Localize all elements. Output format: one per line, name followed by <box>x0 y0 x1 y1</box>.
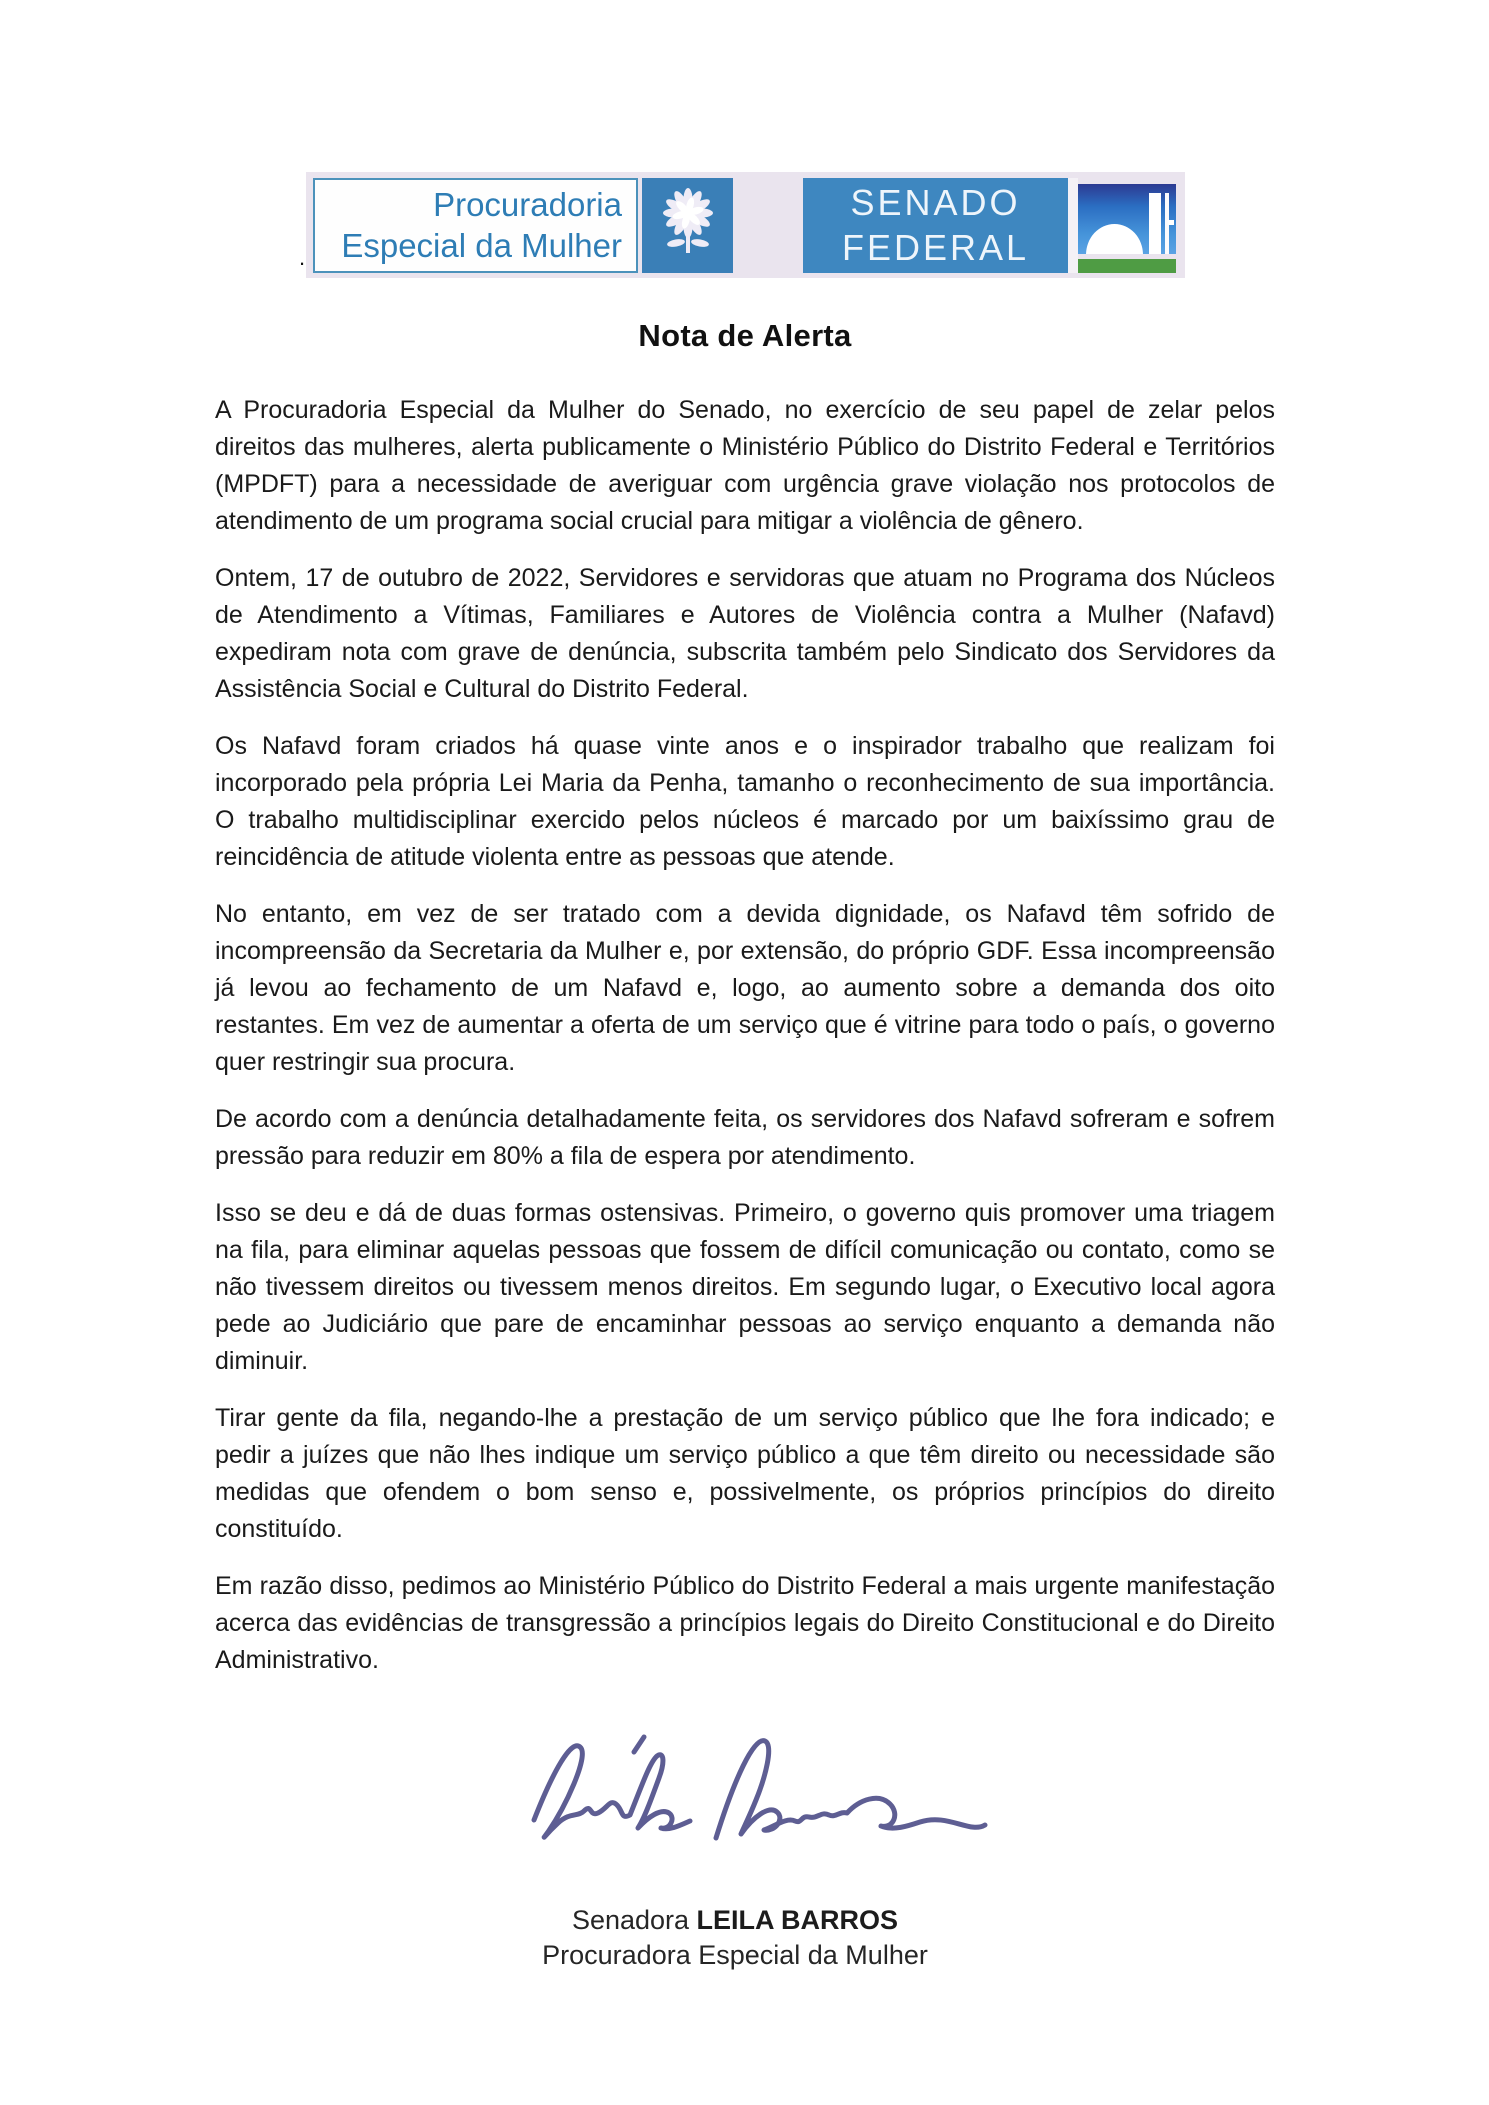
document-body <box>215 318 1275 1699</box>
senado-logo-line1: SENADO <box>850 182 1021 223</box>
body-paragraph: De acordo com a denúncia detalhadamente feita, os servidores dos Nafavd sofreram e sofrem pressão para reduzir em 80% a fila de espera por atendimento. <box>215 1105 1275 1170</box>
logo-strip-spacer <box>733 178 803 273</box>
congress-sky-graphic <box>1078 184 1176 254</box>
signer-name-line <box>205 1903 1265 1938</box>
signer-title: Senadora <box>571 1905 697 1935</box>
flower-logo-box <box>642 178 733 273</box>
senado-logo-line2: FEDERAL <box>841 227 1030 268</box>
procuradoria-logo-box <box>313 178 638 273</box>
body-paragraph: Isso se deu e dá de duas formas ostensivas. Primeiro, o governo quis promover uma triagem na fila, para eliminar aquelas pessoas que fossem de difícil comunicação ou contato, como se não tivessem direitos ou tivessem menos direitos. Em segundo lugar, o Executivo local agora pede ao Judiciário que pare de encaminhar pessoas ao serviço enquanto a demanda não diminuir. <box>215 1199 1275 1375</box>
procuradoria-logo-line1: Procuradoria <box>433 186 622 223</box>
handwritten-signature-image <box>518 1722 988 1880</box>
body-paragraph: Ontem, 17 de outubro de 2022, Servidores e servidoras que atuam no Programa dos Núcleos de Atendimento a Vítimas, Familiares e Autores de Violência contra a Mulher (Nafavd) expediram nota com grave de denúncia, subscrita também pelo Sindicato dos Servidores da Assistência Social e Cultural do Distrito Federal. <box>215 564 1275 703</box>
body-paragraph: No entanto, em vez de ser tratado com a devida dignidade, os Nafavd têm sofrido de incompreensão da Secretaria da Mulher e, por extensão, do próprio GDF. Essa incompreensão já levou ao fechamento de um Nafavd e, logo, ao aumento sobre a demanda dos oito restantes. Em vez de aumentar a oferta de um serviço que é vitrine para todo o país, o governo quer restringir sua procura. <box>215 900 1275 1076</box>
signature-block <box>205 1903 1265 1973</box>
congress-dome-shape <box>1086 224 1143 254</box>
procuradoria-logo-line2: Especial da Mulher <box>341 227 622 264</box>
signer-role: Procuradora Especial da Mulher <box>542 1940 928 1970</box>
stray-period-mark: . <box>299 245 306 270</box>
flower-icon <box>657 187 719 264</box>
page-title: Nota de Alerta <box>638 318 852 353</box>
congress-tower-shape <box>1149 193 1162 254</box>
congress-building-icon <box>1078 178 1176 273</box>
body-paragraph: Os Nafavd foram criados há quase vinte anos e o inspirador trabalho que realizam foi incorporado pela própria Lei Maria da Penha, tamanho o reconhecimento de sua importância. O trabalho multidisciplinar exercido pelos núcleos é marcado por um baixíssimo grau de reincidência de atitude violenta entre as pessoas que atende. <box>215 732 1275 871</box>
header-logo-strip <box>306 172 1185 278</box>
congress-ground-bar <box>1078 259 1176 273</box>
body-paragraph: Tirar gente da fila, negando-lhe a prestação de um serviço público que lhe fora indicado; e pedir a juízes que não lhes indique um serviço público a que têm direito ou necessidade são medidas que ofendem o bom senso e, possivelmente, os próprios princípios do direito constituído. <box>215 1404 1275 1543</box>
signer-name: LEILA BARROS <box>696 1905 899 1935</box>
congress-tower-joint-shape <box>1168 220 1174 225</box>
logo-strip-spacer <box>1068 178 1078 273</box>
senado-federal-logo-box <box>803 178 1068 273</box>
body-paragraph: Em razão disso, pedimos ao Ministério Público do Distrito Federal a mais urgente manifestação acerca das evidências de transgressão a princípios legais do Direito Constitucional e do Direito Administrativo. <box>215 1572 1275 1674</box>
body-paragraph: A Procuradoria Especial da Mulher do Senado, no exercício de seu papel de zelar pelos direitos das mulheres, alerta publicamente o Ministério Público do Distrito Federal e Territórios (MPDFT) para a necessidade de averiguar com urgência grave violação nos protocolos de atendimento de um programa social crucial para mitigar a violência de gênero. <box>215 396 1275 535</box>
